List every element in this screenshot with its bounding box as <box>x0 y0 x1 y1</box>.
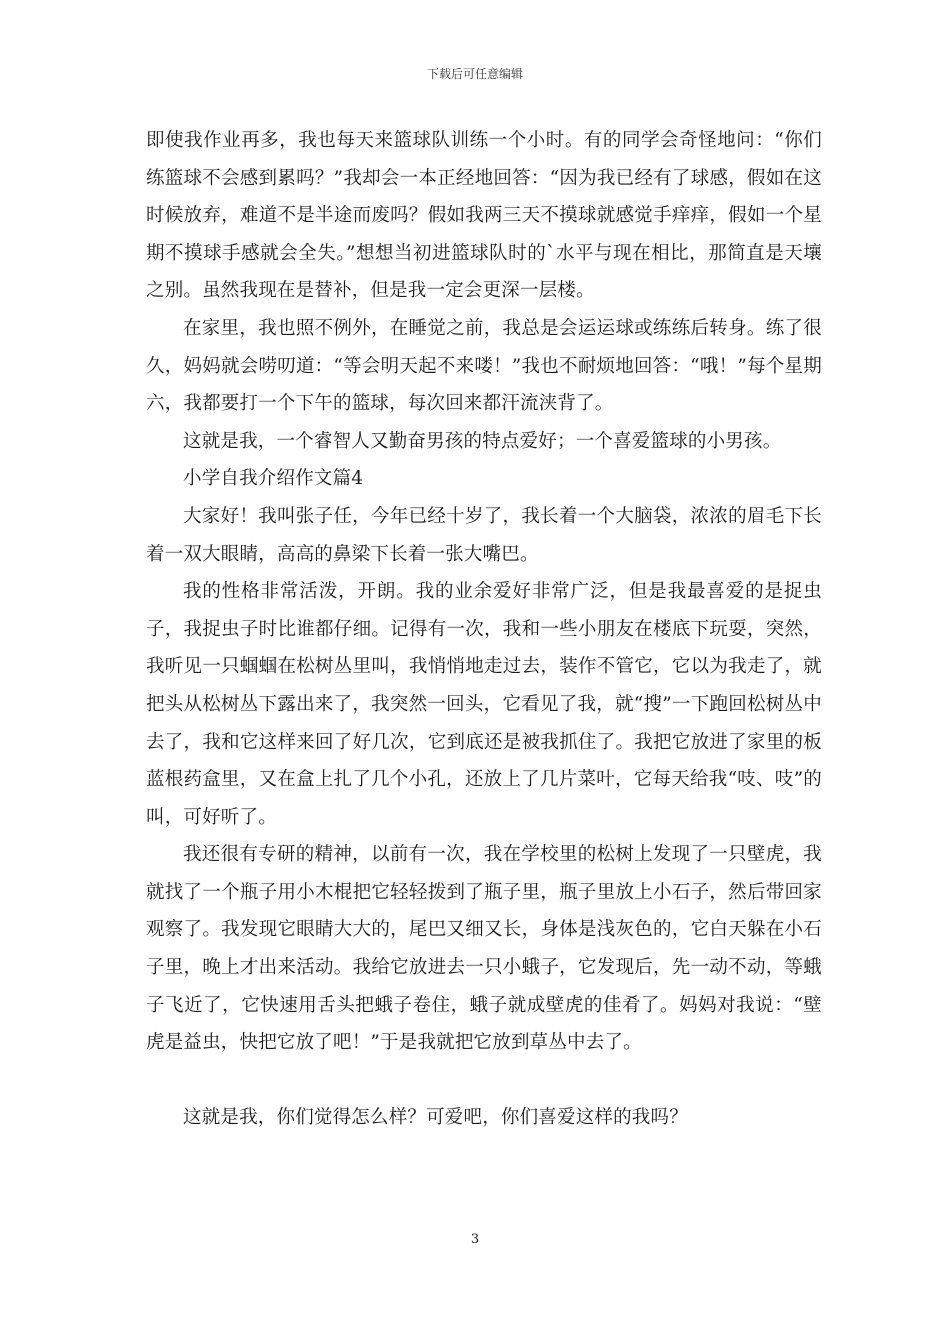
section-title: 小学自我介绍作文篇4 <box>183 468 364 490</box>
paragraph-introduction: 大家好！我叫张子任，今年已经十岁了，我长着一个大脑袋，浓浓的眉毛下长着一双大眼睛，高高的鼻梁下长着一张大嘴巴。 <box>146 505 822 565</box>
paragraph-summary-basketball: 这就是我，一个睿智人又勤奋男孩的特点爱好；一个喜爱篮球的小男孩。 <box>183 430 782 452</box>
paragraph-catching-insects: 我的性格非常活泼，开朗。我的业余爱好非常广泛，但是我最喜爱的是捉虫子，我捉虫子时比谁都仔细。记得有一次，我和一些小朋友在楼底下玩耍，突然，我听见一只蝈蝈在松树丛里叫，我悄悄地走过去，装作不管它，它以为我走了，就把头从松树丛下露出来了，我突然一回头，它看见了我，就“搜”一下跑回松树丛中去了，我和它这样来回了好几次，它到底还是被我抓住了。我把它放进了家里的板蓝根药盒里，又在盒上扎了几个小孔，还放上了几片菜叶，它每天给我“吱、吱”的叫，可好听了。 <box>146 581 822 828</box>
page-header: 下载后可任意编辑 <box>426 67 523 81</box>
document-body <box>146 122 822 1136</box>
paragraph-closing: 这就是我，你们觉得怎么样？可爱吧，你们喜爱这样的我吗？ <box>183 1106 688 1128</box>
page-number: 3 <box>470 1232 480 1247</box>
paragraph-basketball-practice: 即使我作业再多，我也每天来篮球队训练一个小时。有的同学会奇怪地问：“你们练篮球不会感到累吗？”我却会一本正经地回答：“因为我已经有了球感，假如在这时候放弃，难道不是半途而废吗？假如我两三天不摸球就感觉手痒痒，假如一个星期不摸球手感就会全失。”想想当初进篮球队时的`水平与现在相比，那简直是天壤之别。虽然我现在是替补，但是我一定会更深一层楼。 <box>146 130 822 302</box>
paragraph-gecko: 我还很有专研的精神，以前有一次，我在学校里的松树上发现了一只壁虎，我就找了一个瓶子用小木棍把它轻轻拨到了瓶子里，瓶子里放上小石子，然后带回家观察了。我发现它眼睛大大的，尾巴又细又长，身体是浅灰色的，它白天躲在小石子里，晚上才出来活动。我给它放进去一只小蛾子，它发现后，先一动不动，等蛾子飞近了，它快速用舌头把蛾子卷住，蛾子就成壁虎的佳肴了。妈妈对我说：“壁虎是益虫，快把它放了吧！”于是我就把它放到草丛中去了。 <box>146 844 822 1054</box>
paragraph-home-practice: 在家里，我也照不例外，在睡觉之前，我总是会运运球或练练后转身。练了很久，妈妈就会唠叨道：“等会明天起不来喽！”我也不耐烦地回答：“哦！”每个星期六，我都要打一个下午的篮球，每次回来都汗流浃背了。 <box>146 317 822 415</box>
